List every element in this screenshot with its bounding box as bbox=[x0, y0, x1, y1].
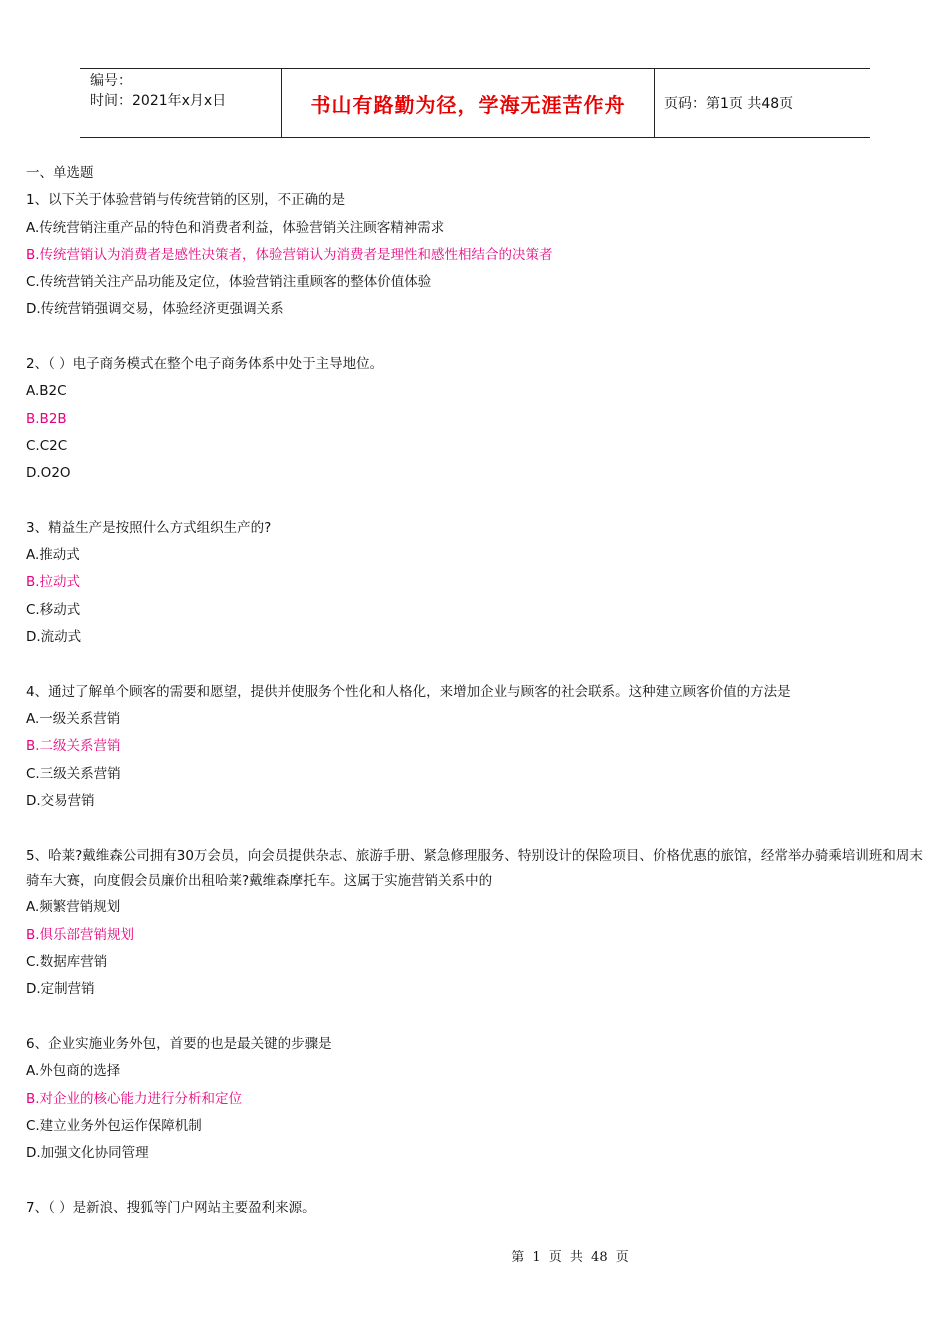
question-option: D.流动式 bbox=[26, 629, 82, 646]
question-stem: 1、以下关于体验营销与传统营销的区别，不正确的是 bbox=[26, 192, 346, 209]
question-spacer bbox=[26, 488, 926, 515]
header-divider bbox=[654, 69, 655, 137]
answer-option: B.对企业的核心能力进行分析和定位 bbox=[26, 1090, 243, 1107]
number-label: 编号： bbox=[90, 73, 132, 89]
answer-option: B.拉动式 bbox=[26, 574, 81, 591]
question-stem: 2、（ ）电子商务模式在整个电子商务体系中处于主导地位。 bbox=[26, 356, 384, 373]
answer-option: B.B2B bbox=[26, 410, 67, 427]
question-option: A.一级关系营销 bbox=[26, 710, 121, 727]
page-footer: 第 1 页 共 48 页 bbox=[511, 1250, 629, 1265]
question-option: C.移动式 bbox=[26, 601, 81, 618]
question-option: A.传统营销注重产品的特色和消费者利益，体验营销关注顾客精神需求 bbox=[26, 219, 445, 236]
header-motto: 书山有路勤为径，学海无涯苦作舟 bbox=[310, 92, 626, 117]
question-spacer bbox=[26, 1167, 926, 1194]
page-info: 页码：第1页 共48页 bbox=[664, 96, 794, 112]
question-stem: 6、企业实施业务外包，首要的也是最关键的步骤是 bbox=[26, 1035, 332, 1052]
question-stem: 4、通过了解单个顾客的需要和愿望，提供并使服务个性化和人格化，来增加企业与顾客的社会联系。这种建立顾客价值的方法是 bbox=[26, 683, 791, 700]
question-option: A.推动式 bbox=[26, 547, 80, 564]
question-option: D.O2O bbox=[26, 465, 71, 482]
question-spacer bbox=[26, 651, 926, 678]
question-option: D.交易营销 bbox=[26, 792, 95, 809]
question-spacer bbox=[26, 1004, 926, 1031]
question-option: C.C2C bbox=[26, 437, 68, 454]
section-title: 一、单选题 bbox=[26, 165, 94, 181]
question-stem: 7、（ ）是新浪、搜狐等门户网站主要盈利来源。 bbox=[26, 1199, 316, 1216]
header-meta bbox=[90, 71, 280, 111]
question-option: A.B2C bbox=[26, 383, 67, 400]
answer-option: B.俱乐部营销规划 bbox=[26, 926, 135, 943]
question-option: C.传统营销关注产品功能及定位，体验营销注重顾客的整体价值体验 bbox=[26, 274, 432, 291]
question-option: C.三级关系营销 bbox=[26, 765, 121, 782]
question-option: D.传统营销强调交易，体验经济更强调关系 bbox=[26, 301, 284, 318]
time-label: 时间：2021年x月x日 bbox=[90, 93, 227, 109]
question-option: A.频繁营销规划 bbox=[26, 899, 121, 916]
question-stem: 5、哈莱?戴维森公司拥有30万会员，向会员提供杂志、旅游手册、紧急修理服务、特别设计的保险项目、价格优惠的旅馆，经常举办骑乘培训班和周末骑车大赛，向度假会员廉价出租哈莱?戴维森摩托车。这属于实施营销关系中的 bbox=[26, 848, 923, 890]
answer-option: B.传统营销认为消费者是感性决策者，体验营销认为消费者是理性和感性相结合的决策者 bbox=[26, 246, 553, 263]
question-option: C.数据库营销 bbox=[26, 954, 108, 971]
question-option: D.加强文化协同管理 bbox=[26, 1145, 149, 1162]
question-option: A.外包商的选择 bbox=[26, 1063, 121, 1080]
answer-option: B.二级关系营销 bbox=[26, 738, 121, 755]
question-option: C.建立业务外包运作保障机制 bbox=[26, 1117, 202, 1134]
question-option: D.定制营销 bbox=[26, 981, 95, 998]
question-list bbox=[26, 160, 926, 1222]
page-header bbox=[80, 68, 870, 138]
question-stem: 3、精益生产是按照什么方式组织生产的? bbox=[26, 519, 272, 536]
question-spacer bbox=[26, 324, 926, 351]
question-spacer bbox=[26, 815, 926, 842]
